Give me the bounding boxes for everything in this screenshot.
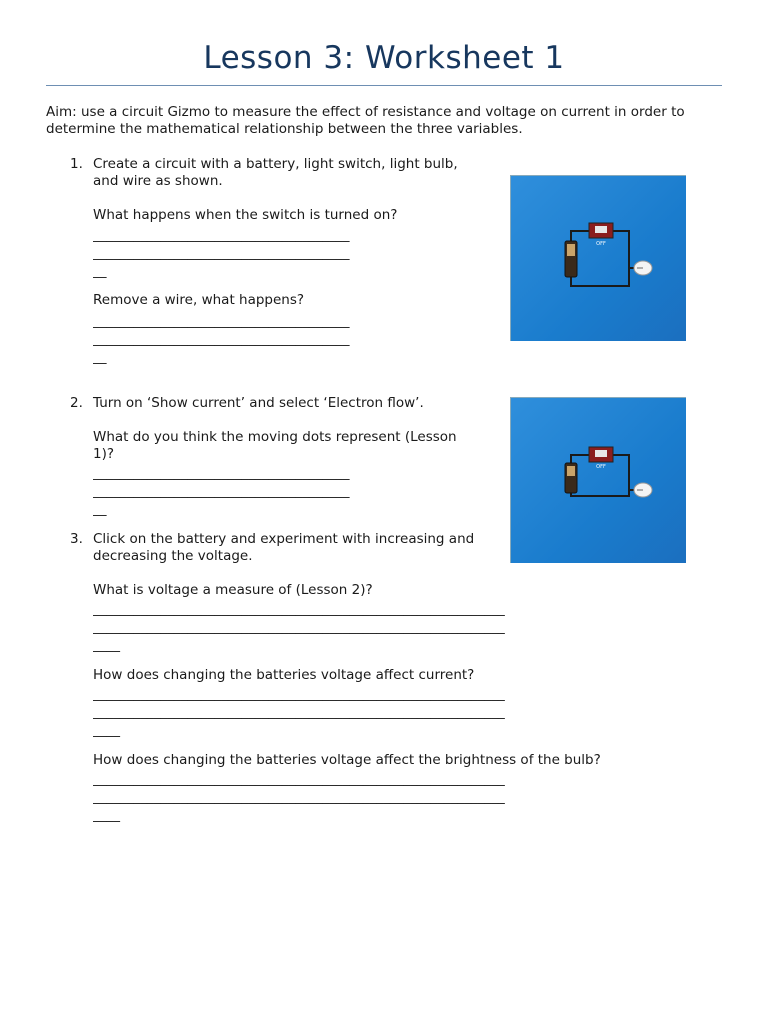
question-3-prompt-a: What is voltage a measure of (Lesson 2)? [93, 582, 373, 598]
question-3-text: Click on the battery and experiment with increasing and decreasing the voltage. [93, 531, 475, 564]
question-2-prompt: What do you think the moving dots represent (Lesson 1)? [93, 429, 457, 462]
answer-line[interactable]: ______________________________________ [93, 245, 350, 261]
answer-line[interactable]: ____ [93, 637, 120, 653]
answer-line[interactable]: ______________________________________ [93, 331, 350, 347]
page-title: Lesson 3: Worksheet 1 [203, 40, 565, 76]
question-1-prompt-b: Remove a wire, what happens? [93, 292, 305, 308]
question-2-number: 2. [70, 395, 83, 411]
answer-line[interactable]: ____ [93, 807, 120, 823]
answer-line[interactable]: ____ [93, 722, 120, 738]
answer-line[interactable]: _____________________________________________________________ [93, 686, 505, 702]
question-2-text: Turn on ‘Show current’ and select ‘Electron flow’. [93, 395, 424, 411]
question-1-prompt-a: What happens when the switch is turned on? [93, 207, 398, 223]
answer-line[interactable]: _____________________________________________________________ [93, 619, 505, 635]
answer-line[interactable]: __ [93, 349, 107, 365]
aim-paragraph: Aim: use a circuit Gizmo to measure the effect of resistance and voltage on current in order to determine the mathematical relationship between the three variables. [46, 104, 685, 137]
switch-label: OFF [596, 241, 606, 247]
answer-line[interactable]: _____________________________________________________________ [93, 771, 505, 787]
answer-line[interactable]: _____________________________________________________________ [93, 704, 505, 720]
switch-label: OFF [596, 464, 606, 470]
answer-line[interactable]: ______________________________________ [93, 227, 350, 243]
question-1-text: Create a circuit with a battery, light switch, light bulb, and wire as shown. [93, 156, 458, 189]
answer-line[interactable]: _____________________________________________________________ [93, 789, 505, 805]
answer-line[interactable]: ______________________________________ [93, 465, 350, 481]
answer-line[interactable]: __ [93, 263, 107, 279]
answer-line[interactable]: _____________________________________________________________ [93, 601, 505, 617]
title-divider [46, 85, 722, 86]
circuit-image [510, 397, 686, 563]
answer-line[interactable]: ______________________________________ [93, 313, 350, 329]
answer-line[interactable]: __ [93, 501, 107, 517]
question-1-number: 1. [70, 156, 83, 172]
circuit-diagram [511, 398, 686, 563]
answer-line[interactable]: ______________________________________ [93, 483, 350, 499]
question-3-number: 3. [70, 531, 83, 547]
question-3-prompt-c: How does changing the batteries voltage affect the brightness of the bulb? [93, 752, 601, 768]
circuit-image [510, 175, 686, 341]
question-3-prompt-b: How does changing the batteries voltage affect current? [93, 667, 475, 683]
circuit-diagram [511, 176, 686, 341]
